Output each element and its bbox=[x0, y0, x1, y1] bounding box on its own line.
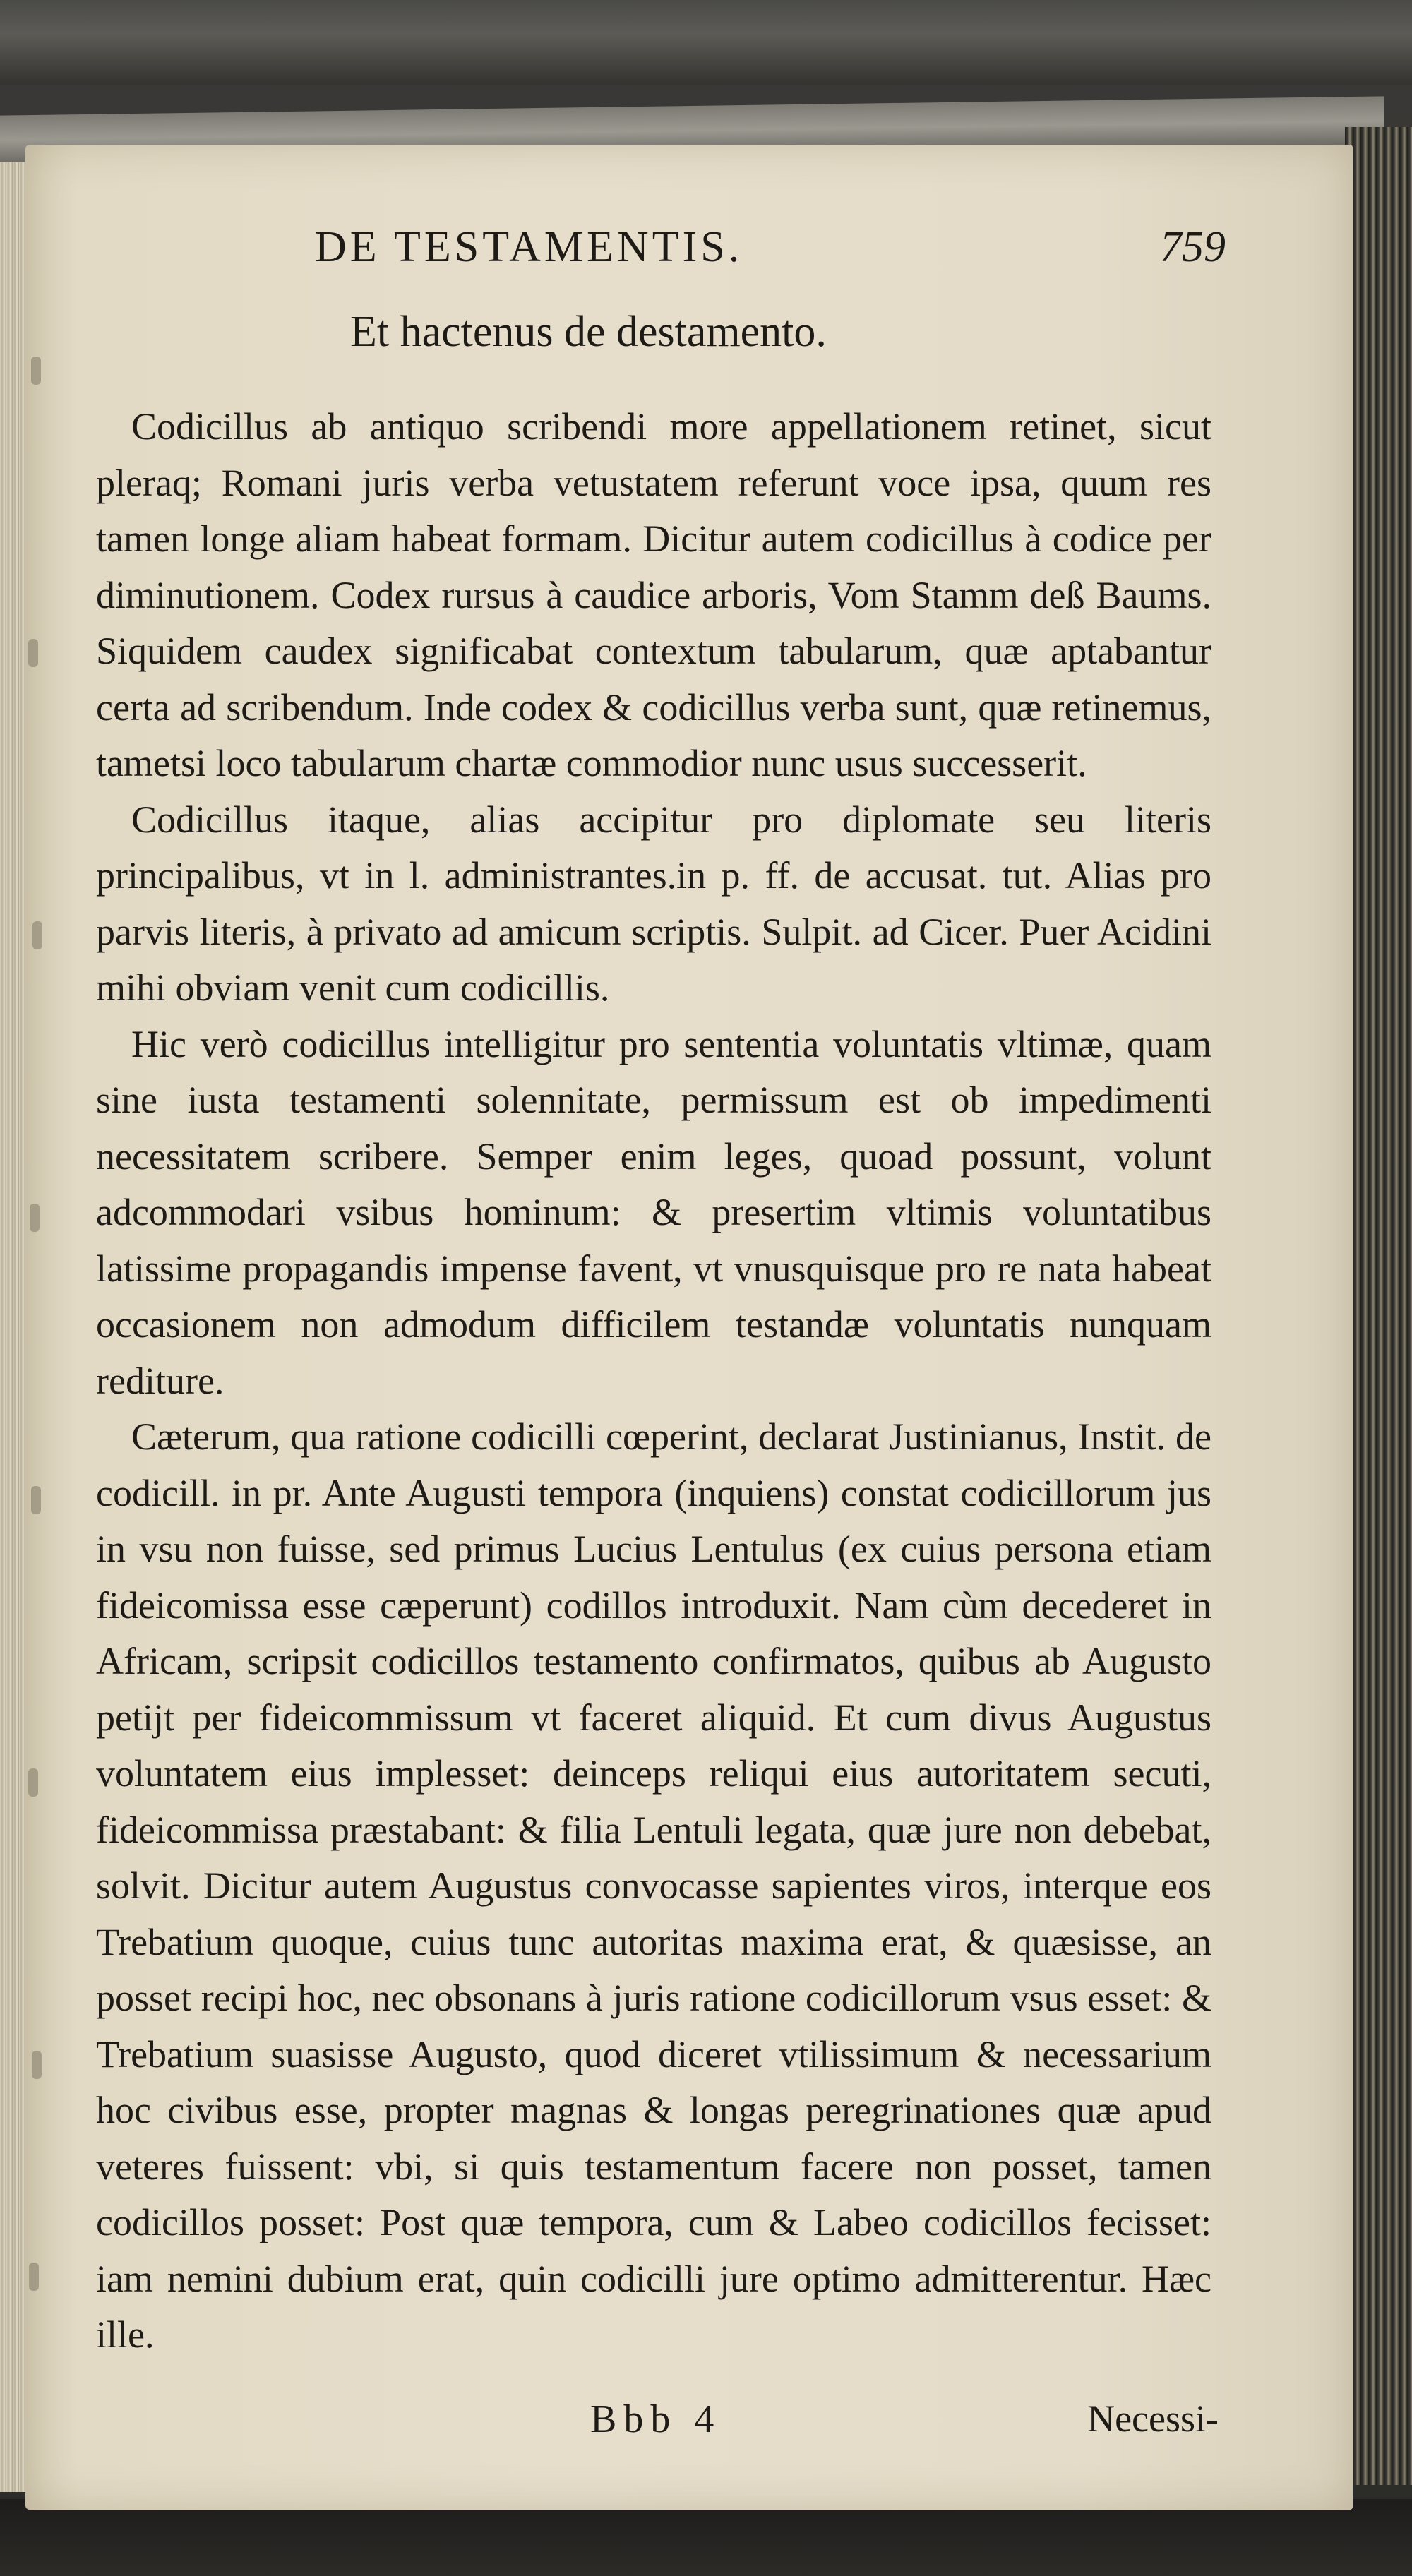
page-number: 759 bbox=[1160, 223, 1226, 271]
book-page bbox=[25, 145, 1353, 2510]
running-title: DE TESTAMENTIS. bbox=[315, 223, 743, 271]
margin-speck bbox=[28, 639, 38, 667]
book-cover-top bbox=[0, 0, 1412, 85]
section-heading: Et hactenus de destamento. bbox=[350, 308, 827, 356]
paragraph: Cæterum, qua ratione codicilli cœperint, declarat Justinianus, Instit. de codicill. in pr. Ante Augusti tempora (inquiens) constat codicillorum jus in vsu non fuisse, sed primus Lucius Lentulus (ex cuius persona etiam fideicomissa esse cæperunt) codillos introduxit. Nam cùm decederet in Africam, scripsit codicillos testamento confirmatos, quibus ab Augusto petijt per fideicommissum vt faceret aliquid. Et cum divus Augustus voluntatem eius implesset: deinceps reliqui eius autoritatem secuti, fideicommissa præstabant: & filia Lentuli legata, quæ jure non debebat, solvit. Dicitur autem Augustus convocasse sapientes viros, interque eos Trebatium quoque, cuius tunc autoritas maxima erat, & quæsisse, an posset recipi hoc, nec obsonans à juris ratione codicillorum vsus esset: & Trebatium suasisse Augusto, quod diceret vtilissimum & necessarium hoc civibus esse, propter magnas & longas peregrinationes quæ apud veteres fuissent: vbi, si quis testamentum facere non posset, tamen codicillos posset: Post quæ tempora, cum & Labeo codicillos fecisset: iam nemini dubium erat, quin codicilli jure optimo admitterentur. Hæc ille. bbox=[96, 1415, 1211, 2356]
page-footer bbox=[96, 2397, 1219, 2460]
paragraph: Codicillus itaque, alias accipitur pro diplomate seu literis principalibus, vt in l. administrantes.in p. ff. de accusat. tut. Alias pro parvis literis, à privato ad amicum scriptis. Sulpit. ad Cicer. Puer Acidini mihi obviam venit cum codicillis. bbox=[96, 798, 1211, 1009]
margin-speck bbox=[28, 1768, 38, 1797]
margin-speck bbox=[31, 1486, 41, 1514]
margin-speck bbox=[32, 2051, 42, 2079]
right-page-stack bbox=[1345, 127, 1412, 2485]
paragraph: Codicillus ab antiquo scribendi more appellationem retinet, sicut pleraq; Romani juris verba vetustatem referunt voce ipsa, quum res tamen longe aliam habeat formam. Dicitur autem codicillus à codice per diminutionem. Codex rursus à caudice arboris, Vom Stamm deß Baums. Siquidem caudex significabat contextum tabularum, quæ aptabantur certa ad scribendum. Inde codex & codicillus verba sunt, quæ retinemus, tametsi loco tabularum chartæ commodior nunc usus successerit. bbox=[96, 405, 1211, 784]
catchword: Necessi- bbox=[1087, 2397, 1219, 2440]
margin-marks bbox=[25, 145, 54, 2510]
running-header bbox=[315, 222, 1226, 279]
signature-mark: Bbb 4 bbox=[590, 2397, 722, 2441]
paragraph: Hic verò codicillus intelligitur pro sententia voluntatis vltimæ, quam sine iusta testamenti solennitate, permissum est ob impedimenti necessitatem scribere. Semper enim leges, quoad possunt, volunt adcommodari vsibus hominum: & presertim vltimis voluntatibus latissime propagandis impense favent, vt vnusquisque pro re nata habeat occasionem non admodum difficilem testandæ voluntatis nunquam rediture. bbox=[96, 1022, 1211, 1402]
margin-speck bbox=[32, 921, 42, 949]
margin-speck bbox=[31, 357, 41, 385]
body-text bbox=[96, 399, 1211, 2364]
margin-speck bbox=[29, 2263, 39, 2291]
bottom-shadow bbox=[0, 2499, 1412, 2576]
margin-speck bbox=[30, 1204, 40, 1232]
